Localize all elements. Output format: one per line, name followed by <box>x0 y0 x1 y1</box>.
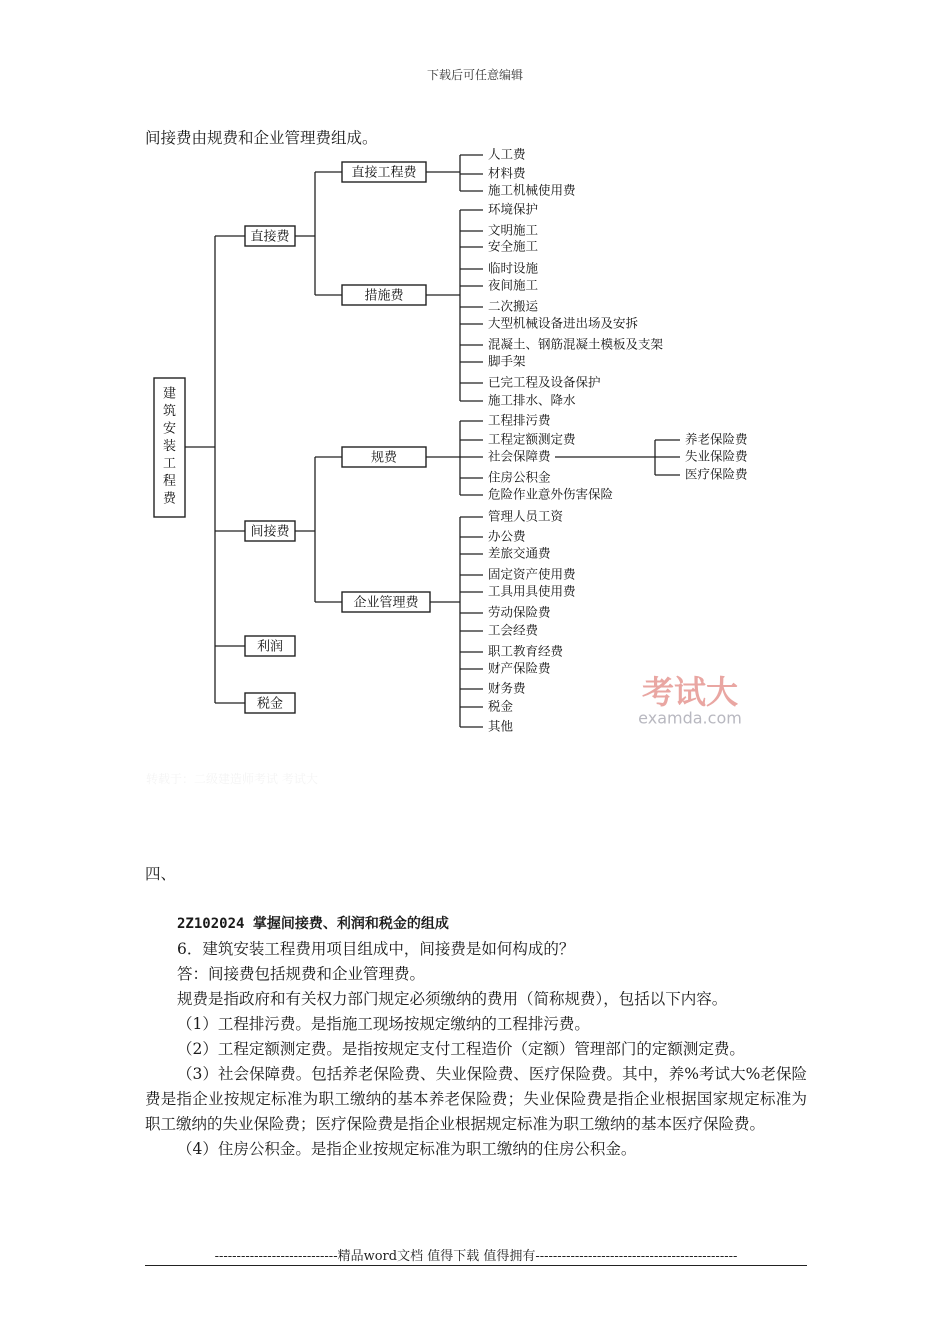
fees-label: 规费 <box>370 450 398 466</box>
fees-item: 工程排污费 <box>488 412 551 428</box>
direct-engineering-item: 材料费 <box>488 165 526 181</box>
measures-item: 混凝土、钢筋混凝土模板及支架 <box>488 336 664 352</box>
watermark-url: examda.com <box>638 708 742 728</box>
root-char: 建 <box>162 386 177 402</box>
management-item: 工会经费 <box>488 622 539 638</box>
root-char: 筑 <box>162 404 177 419</box>
profit-label: 利润 <box>256 639 284 655</box>
root-char: 费 <box>162 491 177 507</box>
fees-item: 工程定额测定费 <box>488 431 576 447</box>
management-item: 劳动保险费 <box>488 604 551 620</box>
measures-item: 文明施工 <box>488 222 539 238</box>
management-item: 税金 <box>488 698 514 714</box>
management-item: 财产保险费 <box>488 660 551 676</box>
fees-item: 危险作业意外伤害保险 <box>488 486 614 502</box>
section-title: 2Z102024 掌握间接费、利润和税金的组成 <box>177 916 449 932</box>
measures-item: 脚手架 <box>488 353 526 369</box>
direct-engineering-item: 施工机械使用费 <box>488 182 576 198</box>
faint-source-text: 转载于：二级建造师考试 考试大 <box>146 772 318 786</box>
page-header: 下载后可任意编辑 <box>426 68 523 82</box>
measures-item: 施工排水、降水 <box>488 392 576 408</box>
root-char: 装 <box>162 439 177 454</box>
root-char: 程 <box>162 474 177 489</box>
root-char: 安 <box>162 421 177 437</box>
measures-item: 大型机械设备进出场及安拆 <box>488 315 639 331</box>
section-number: 四、 <box>145 865 177 883</box>
measures-item: 安全施工 <box>488 238 539 254</box>
footer-rule <box>145 1265 807 1266</box>
measures-item: 夜间施工 <box>488 277 539 293</box>
management-item: 其他 <box>488 718 514 734</box>
social-security-item: 医疗保险费 <box>685 466 748 482</box>
direct-engineering-item: 人工费 <box>488 146 526 162</box>
measures-item: 二次搬运 <box>488 298 539 314</box>
item-4: （4）住房公积金。是指企业按规定标准为职工缴纳的住房公积金。 <box>177 1140 637 1158</box>
tax-label: 税金 <box>256 696 284 712</box>
root-char: 工 <box>162 456 177 472</box>
management-item: 办公费 <box>488 528 526 544</box>
intro-text: 间接费由规费和企业管理费组成。 <box>145 129 378 147</box>
question: 6．建筑安装工程费用项目组成中，间接费是如何构成的？ <box>177 940 575 958</box>
watermark-logo: 考试大 <box>641 673 739 711</box>
fees-item: 住房公积金 <box>488 469 551 485</box>
measures-item: 环境保护 <box>488 201 539 217</box>
item-1: （1）工程排污费。是指施工现场按规定缴纳的工程排污费。 <box>177 1015 590 1033</box>
management-item: 财务费 <box>488 680 526 696</box>
enterprise-management-cost-label: 企业管理费 <box>353 595 419 611</box>
management-item: 差旅交通费 <box>488 545 551 561</box>
management-item: 工具用具使用费 <box>488 583 576 599</box>
page-footer: ----------------------------精品word文档 值得下载 值得拥有---------------------------------------------- <box>214 1249 738 1264</box>
management-item: 管理人员工资 <box>488 508 564 524</box>
social-security-item: 失业保险费 <box>685 448 748 464</box>
direct-engineering-cost-label: 直接工程费 <box>351 165 417 181</box>
measures-cost-label: 措施费 <box>364 288 404 304</box>
measures-item: 已完工程及设备保护 <box>488 374 601 390</box>
item-2: （2）工程定额测定费。是指按规定支付工程造价（定额）管理部门的定额测定费。 <box>177 1040 745 1058</box>
management-item: 固定资产使用费 <box>488 566 576 582</box>
indirect-cost-label: 间接费 <box>250 524 290 540</box>
social-security-item: 养老保险费 <box>685 431 748 447</box>
management-item: 职工教育经费 <box>488 643 564 659</box>
fee-definition: 规费是指政府和有关权力部门规定必须缴纳的费用（简称规费），包括以下内容。 <box>177 990 728 1008</box>
item-3: （3）社会保障费。包括养老保险费、失业保险费、医疗保险费。其中，养%考试大%老保险费是指企业按规定标准为职工缴纳的基本养老保险费；失业保险费是指企业根据国家规定标准为职工缴纳的失业保险费；医疗保险费是指企业根据规定标准为职工缴纳的基本医疗保险费。 <box>145 1065 807 1133</box>
answer: 答：间接费包括规费和企业管理费。 <box>177 965 426 983</box>
measures-item: 临时设施 <box>488 260 539 276</box>
direct-cost-label: 直接费 <box>250 229 290 245</box>
body-text <box>145 912 807 1162</box>
fees-item: 社会保障费 <box>488 448 551 464</box>
